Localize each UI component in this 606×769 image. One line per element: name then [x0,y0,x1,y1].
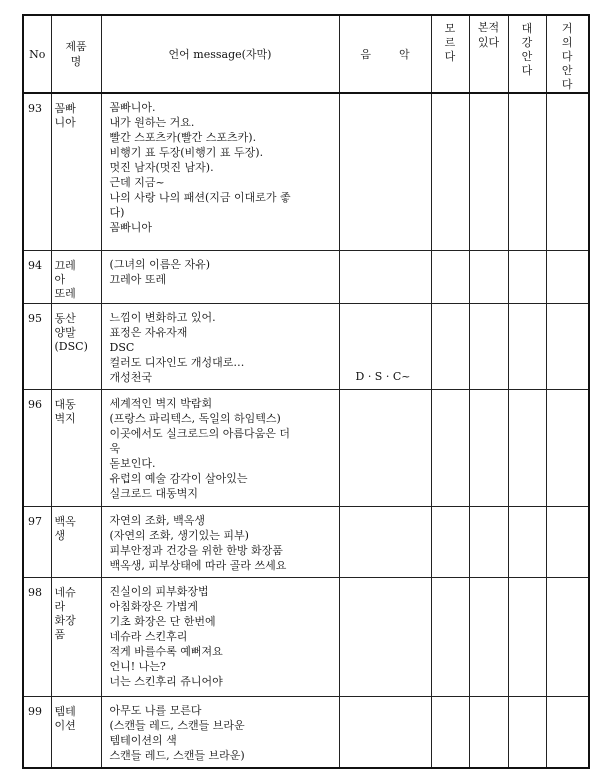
header-seen-line: 있다 [477,36,500,49]
product-name-line: 대동 [54,397,76,411]
answer-cell-almost-know[interactable] [546,250,589,303]
message-line: 빨간 스포츠카(빨간 스포츠카). [109,131,257,144]
message-line: 네슈라 스킨후리 [109,629,188,643]
message-cell [101,389,339,506]
message-line: 개성천국 [109,370,153,384]
message-line: 피부안정과 건강을 위한 한방 화장품 [109,543,283,557]
answer-cell-seen[interactable] [469,389,508,506]
message-line: 스캔들 레드, 스캔들 브라운) [109,748,245,762]
product-name [51,506,101,577]
row-number: 95 [23,303,51,389]
music-cell [339,506,431,577]
product-name-line: 또레 [54,286,76,300]
header-product-line: 명 [70,55,82,68]
message-line: 기초 화장은 단 한번에 [109,614,216,628]
table-body [23,93,589,768]
header-seen [469,15,508,93]
message-line: 아침화장은 가볍게 [109,599,199,613]
message-line: 너는 스킨후리 쥬니어야 [109,674,223,688]
message-line: 비행기 표 두장(비행기 표 두장). [109,146,264,159]
message-line: 백옥생, 피부상태에 따라 골라 쓰세요 [109,558,287,572]
music-cell [339,93,431,250]
answer-cell-dont-know[interactable] [431,303,469,389]
message-line: 진실이의 피부화장법 [109,584,209,598]
product-name-line: 템테 [54,704,76,718]
message-line: 내가 원하는 거요. [109,116,195,129]
music-cell: D · S · C~ [339,303,431,389]
message-cell [101,303,339,389]
header-music: 음 악 [339,15,431,93]
row-number: 97 [23,506,51,577]
product-name-line: 아 [54,272,66,286]
answer-cell-almost-know[interactable] [546,389,589,506]
header-somewhat-know [508,15,546,93]
header-seen-line: 본적 [477,21,500,34]
header-somewhat-know-label: 대강안다 [521,22,533,77]
music-cell [339,389,431,506]
product-name-line: 네슈 [54,585,76,599]
table-row [23,577,589,696]
header-dont-know-label: 모르다 [444,22,456,63]
answer-cell-somewhat-know[interactable] [508,389,546,506]
message-line: 이곳에서도 실크로드의 아름다움은 더 [109,426,291,440]
answer-cell-dont-know[interactable] [431,696,469,768]
music-cell [339,250,431,303]
row-number: 98 [23,577,51,696]
message-line: 끄레아 또레 [109,272,167,286]
answer-cell-seen[interactable] [469,696,508,768]
product-name-line: 품 [54,627,66,641]
answer-cell-almost-know[interactable] [546,506,589,577]
message-cell [101,696,339,768]
answer-cell-dont-know[interactable] [431,389,469,506]
message-line: 욱 [109,441,121,455]
answer-cell-seen[interactable] [469,93,508,250]
product-name-line: 생 [54,528,66,542]
table-row [23,389,589,506]
answer-cell-dont-know[interactable] [431,577,469,696]
message-line: (스캔들 레드, 스캔들 브라운 [109,718,245,732]
product-name-line: 꼼빠 [54,102,76,115]
answer-cell-somewhat-know[interactable] [508,577,546,696]
header-dont-know [431,15,469,93]
message-line: 아무도 나를 모른다 [109,703,202,717]
answer-cell-seen[interactable] [469,506,508,577]
answer-cell-seen[interactable] [469,577,508,696]
header-product-line: 제품 [65,40,87,53]
product-name-line: 이션 [54,718,76,732]
product-name-line: 라 [54,599,66,613]
message-line: DSC [109,340,135,354]
product-name-line: (DSC) [54,339,88,353]
product-name-line: 화장 [54,613,76,627]
answer-cell-almost-know[interactable] [546,577,589,696]
answer-cell-somewhat-know[interactable] [508,93,546,250]
row-number: 96 [23,389,51,506]
music-cell [339,696,431,768]
message-line: 유럽의 예술 감각이 살아있는 [109,471,248,485]
answer-cell-somewhat-know[interactable] [508,250,546,303]
survey-sheet [22,14,588,762]
answer-cell-dont-know[interactable] [431,93,469,250]
header-almost-know [546,15,589,93]
message-cell [101,506,339,577]
product-name-line: 양말 [54,325,76,339]
message-line: 자연의 조화, 백옥생 [109,513,205,527]
music-cell [339,577,431,696]
product-name [51,389,101,506]
product-name [51,696,101,768]
header-product [51,15,101,93]
product-name [51,250,101,303]
message-line: 적게 바를수록 예뻐져요 [109,644,223,658]
row-number: 99 [23,696,51,768]
message-line: 꼼빠니아. [109,101,156,114]
header-row [23,15,589,93]
header-no: No [23,15,51,93]
header-almost-know-label: 거의다안다 [561,22,573,91]
answer-cell-seen[interactable] [469,250,508,303]
product-name-line: 벽지 [54,411,76,425]
table-row [23,250,589,303]
message-cell [101,250,339,303]
message-line: 다) [109,206,125,219]
message-line: (프랑스 파리텍스, 독일의 하임텍스) [109,411,281,425]
answer-cell-almost-know[interactable] [546,696,589,768]
answer-cell-dont-know[interactable] [431,250,469,303]
answer-cell-somewhat-know[interactable] [508,506,546,577]
product-name [51,303,101,389]
message-cell [101,577,339,696]
table-row [23,506,589,577]
message-line: 실크로드 대동벽지 [109,486,199,500]
message-line: 세계적인 벽지 박람회 [109,396,213,410]
message-cell [101,93,339,250]
product-name [51,93,101,250]
message-line: 컬러도 디자인도 개성대로… [109,355,245,369]
message-line: (그녀의 이름은 자유) [109,257,211,271]
product-name-line: 백옥 [54,514,76,528]
table-row [23,696,589,768]
message-line: 돋보인다. [109,456,156,470]
message-line: (자연의 조화, 생기있는 피부) [109,528,249,542]
message-line: 근데 지금~ [109,176,165,189]
table-row [23,303,589,389]
product-name [51,577,101,696]
message-line: 표정은 자유자재 [109,325,188,339]
answer-cell-somewhat-know[interactable] [508,696,546,768]
table-row [23,93,589,250]
answer-cell-almost-know[interactable] [546,303,589,389]
product-name-line: 끄레 [54,258,76,272]
message-line: 나의 사랑 나의 패션(지금 이대로가 좋 [109,191,291,204]
row-number: 94 [23,250,51,303]
answer-cell-almost-know[interactable] [546,93,589,250]
message-line: 꼼빠니아 [109,221,153,234]
product-name-line: 니아 [54,116,76,129]
answer-cell-somewhat-know[interactable] [508,303,546,389]
survey-table [22,14,590,769]
answer-cell-seen[interactable] [469,303,508,389]
message-line: 멋진 남자(멋진 남자). [109,161,214,174]
product-name-line: 동산 [54,311,76,325]
message-line: 언니! 나는? [109,659,166,673]
row-number: 93 [23,93,51,250]
header-message: 언어 message(자막) [101,15,339,93]
answer-cell-dont-know[interactable] [431,506,469,577]
message-line: 템테이션의 색 [109,733,177,747]
message-line: 느낌이 변화하고 있어. [109,310,216,324]
